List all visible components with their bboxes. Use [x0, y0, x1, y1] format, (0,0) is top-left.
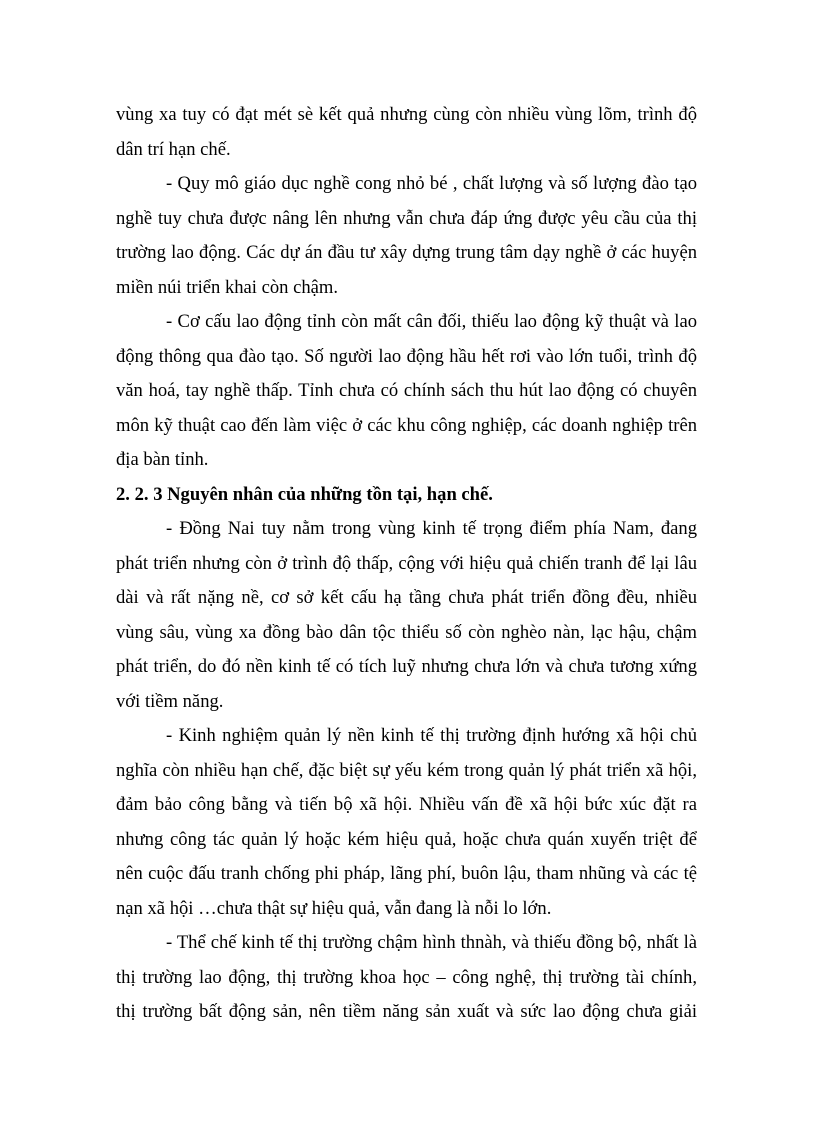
- text-line: miền núi triển khai còn chậm.: [116, 276, 339, 298]
- paragraph-labor-structure: [116, 305, 697, 478]
- text-line: - Quy mô giáo dục nghề cong nhỏ bé , chất lượng và số lượng đào tạo: [166, 173, 697, 194]
- text-line: động thông qua đào tạo. Số người lao động hầu hết rơi vào lớn tuổi, trình độ: [116, 345, 697, 367]
- section-heading: [116, 478, 697, 513]
- text-line: vùng sâu, vùng xa đồng bào dân tộc thiểu số còn nghèo nàn, lạc hậu, chậm: [116, 621, 697, 643]
- text-line: dân trí hạn chế.: [116, 138, 231, 160]
- text-line: vùng xa tuy có đạt mét sè kết quả nhưng cùng còn nhiều vùng lõm, trình độ: [116, 104, 697, 125]
- paragraph-vocational-training: [116, 167, 697, 305]
- text-line: dài và rất nặng nề, cơ sở kết cấu hạ tầng chưa phát triển đồng đều, nhiều: [116, 587, 697, 608]
- text-line: - Thể chế kinh tế thị trường chậm hình thnàh, và thiếu đồng bộ, nhất là: [166, 932, 697, 953]
- document-page: [116, 98, 697, 1030]
- text-line: nạn xã hội …chưa thật sự hiệu quả, vẫn đang là nỗi lo lớn.: [116, 897, 552, 919]
- text-line: thị trường bất động sản, nên tiềm năng sản xuất và sức lao động chưa giải: [116, 1001, 697, 1022]
- text-line: thị trường lao động, thị trường khoa học – công nghệ, thị trường tài chính,: [116, 966, 697, 988]
- text-line: địa bàn tỉnh.: [116, 449, 209, 470]
- text-line: - Kinh nghiệm quản lý nền kinh tế thị trường định hướng xã hội chủ: [166, 725, 697, 746]
- text-line: nên cuộc đấu tranh chống phi pháp, lãng phí, buôn lậu, tham nhũng và các tệ: [116, 863, 697, 884]
- paragraph-management-experience: [116, 719, 697, 926]
- text-line: nghĩa còn nhiều hạn chế, đặc biệt sự yếu kém trong quản lý phát triển xã hội,: [116, 759, 697, 781]
- paragraph-dong-nai: [116, 512, 697, 719]
- text-line: với tiềm năng.: [116, 690, 224, 712]
- section-heading-text: 2. 2. 3 Nguyên nhân của những tồn tại, hạn chế.: [116, 483, 493, 505]
- text-line: phát triển, do đó nền kinh tế có tích luỹ nhưng chưa lớn và chưa tương xứng: [116, 656, 697, 677]
- paragraph-market-institutions: [116, 926, 697, 1030]
- text-line: nghề tuy chưa được nâng lên nhưng vẫn chưa đáp ứng được yêu cầu của thị: [116, 207, 697, 229]
- text-line: - Cơ cấu lao động tỉnh còn mất cân đối, thiếu lao động kỹ thuật và lao: [166, 311, 697, 332]
- text-line: phát triển nhưng còn ở trình độ thấp, cộng với hiệu quả chiến tranh để lại lâu: [116, 552, 697, 574]
- text-line: đảm bảo công bằng và tiến bộ xã hội. Nhiều vấn đề xã hội bức xúc đặt ra: [116, 794, 697, 815]
- paragraph-continuation: [116, 98, 697, 167]
- text-line: - Đồng Nai tuy nằm trong vùng kinh tế trọng điểm phía Nam, đang: [166, 518, 697, 539]
- text-line: văn hoá, tay nghề thấp. Tỉnh chưa có chính sách thu hút lao động có chuyên: [116, 380, 697, 401]
- text-line: nhưng công tác quản lý hoặc kém hiệu quả, hoặc chưa quán xuyến triệt để: [116, 828, 697, 850]
- text-line: môn kỹ thuật cao đến làm việc ở các khu công nghiệp, các doanh nghiệp trên: [116, 414, 697, 436]
- text-line: trường lao động. Các dự án đầu tư xây dựng trung tâm dạy nghề ở các huyện: [116, 242, 697, 263]
